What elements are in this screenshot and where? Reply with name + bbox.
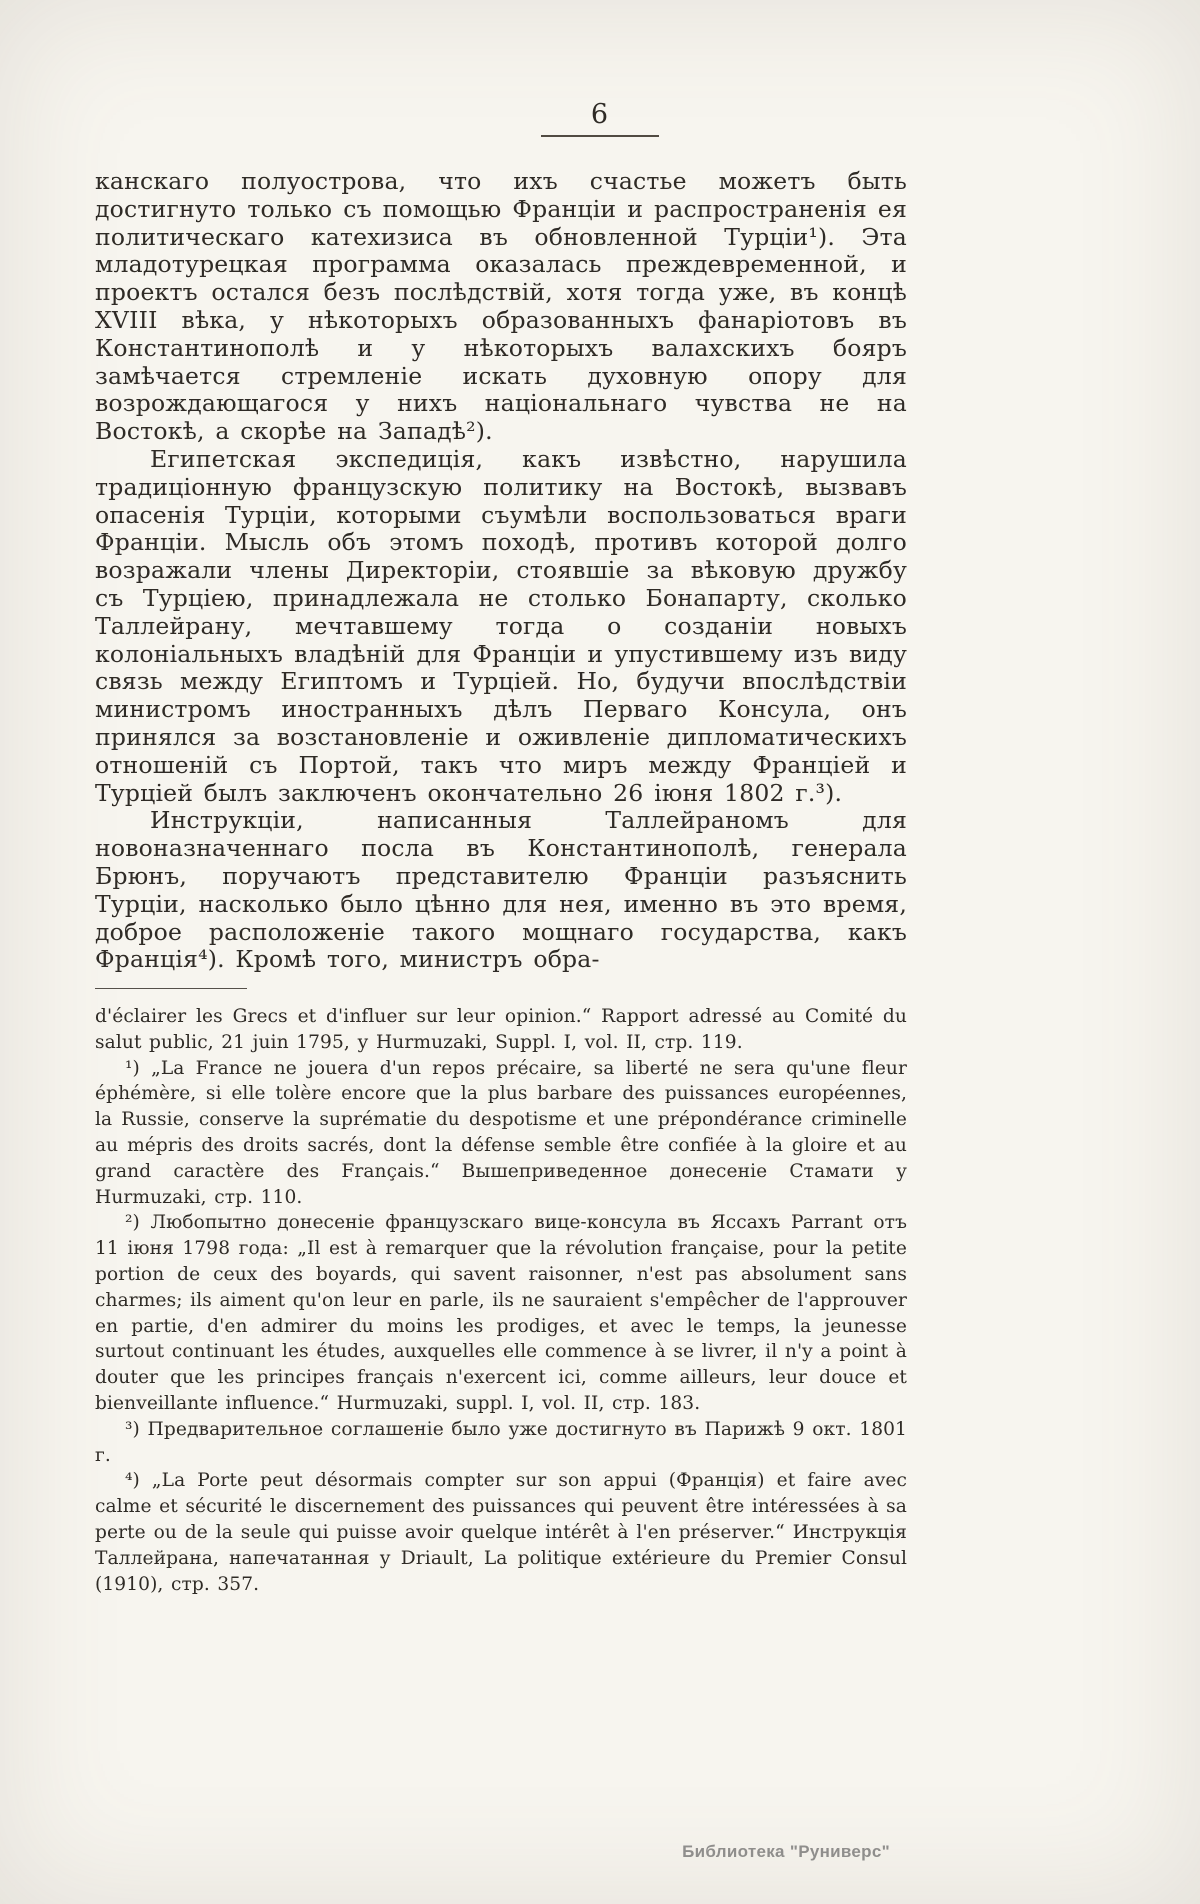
footnote-2: ²) Любопытно донесеніе французскаго вице-консула въ Яссахъ Parrant отъ 11 іюня 1798 года: „Il est à remarquer que la révolution française, pour la petite portion de ceux des boyards, qui savent raisonner, n'est pas absolument sans charmes; ils aiment qu'on leur en parle, ils ne sauraient s'empêcher de l'approuver en partie, d'en admirer du moins les prodiges, et avec le temps, la jeunesse surtout continuant les études, auxquelles elle commence à se livrer, il n'y a point à douter que les principes français n'exercent ici, comme ailleurs, leur douce et bienveillante influence.“ Hurmuzaki, suppl. I, vol. II, стр. 183. bbox=[95, 1212, 907, 1414]
footnote-separator-rule bbox=[95, 988, 247, 989]
library-watermark: Библиотека "Руниверс" bbox=[682, 1842, 890, 1861]
paragraph: Инструкціи, написанныя Таллейраномъ для новоназначеннаго посла въ Константинополѣ, генерала Брюнъ, поручаютъ представителю Франціи разъяснить Турціи, насколько было цѣнно для нея, именно въ это время, доброе расположеніе такого мощнаго государства, какъ Франція⁴). Кромѣ того, министръ обра- bbox=[95, 806, 907, 974]
footnote-3: ³) Предварительное соглашеніе было уже достигнуто въ Парижѣ 9 окт. 1801 г. bbox=[95, 1418, 907, 1466]
page-number-rule bbox=[541, 135, 659, 137]
footnotes bbox=[95, 1004, 907, 1597]
paragraph-continuation: канскаго полуострова, что ихъ счастье можетъ быть достигнуто только съ помощью Франціи и распространенія ея политическаго катехизиса въ обновленной Турціи¹). Эта младотурецкая программа оказалась преждевременной, и проектъ остался безъ послѣдствій, хотя тогда уже, въ концѣ XVIII вѣка, у нѣкоторыхъ образованныхъ фанаріотовъ въ Константинополѣ и у нѣкоторыхъ валахскихъ бояръ замѣчается стремленіе искать духовную опору для возрождающагося у нихъ національнаго чувства не на Востокѣ, а скорѣе на Западѣ²). bbox=[95, 167, 907, 446]
footnote-1: ¹) „La France ne jouera d'un repos précaire, sa liberté ne sera qu'une fleur éphémère, si elle tolère encore que la plus barbare des puissances européennes, la Russie, conserve la suprématie du despotisme et une prépondérance criminelle au mépris des droits sacrés, dont la défense semble être confiée à la gloire et au grand caractère des Français.“ Вышеприведенное донесеніе Стамати у Hurmuzaki, стр. 110. bbox=[95, 1057, 907, 1208]
footnote-4: ⁴) „La Porte peut désormais compter sur son appui (Франція) et faire avec calme et sécurité le discernement des puissances qui peuvent être intéressées à sa perte ou de la seule qui puisse avoir quelque intérêt à l'en préserver.“ Инструкція Таллейрана, напечатанная у Driault, La politique extérieure du Premier Consul (1910), стр. 357. bbox=[95, 1470, 907, 1595]
body-text bbox=[95, 168, 907, 974]
paragraph: Египетская экспедиція, какъ извѣстно, нарушила традиціонную французскую политику на Востокѣ, вызвавъ опасенія Турціи, которыми съумѣли воспользоваться враги Франціи. Мысль объ этомъ походѣ, противъ которой долго возражали члены Директоріи, стоявшіе за вѣковую дружбу съ Турціею, принадлежала не столько Бонапарту, сколько Таллейрану, мечтавшему тогда о созданіи новыхъ колоніальныхъ владѣній для Франціи и упустившему изъ виду связь между Египтомъ и Турціей. Но, будучи впослѣдствіи министромъ иностранныхъ дѣлъ Перваго Консула, онъ принялся за возстановленіе и оживленіе дипломатическихъ отношеній съ Портой, такъ что миръ между Франціей и Турціей былъ заключенъ окончательно 26 іюня 1802 г.³). bbox=[95, 444, 907, 807]
page-number: 6 bbox=[590, 99, 610, 130]
page-header bbox=[0, 100, 1200, 137]
footnote-continuation: d'éclairer les Grecs et d'influer sur leur opinion.“ Rapport adressé au Comité du salut public, 21 juin 1795, у Hurmuzaki, Suppl. I, vol. II, стр. 119. bbox=[95, 1006, 907, 1053]
